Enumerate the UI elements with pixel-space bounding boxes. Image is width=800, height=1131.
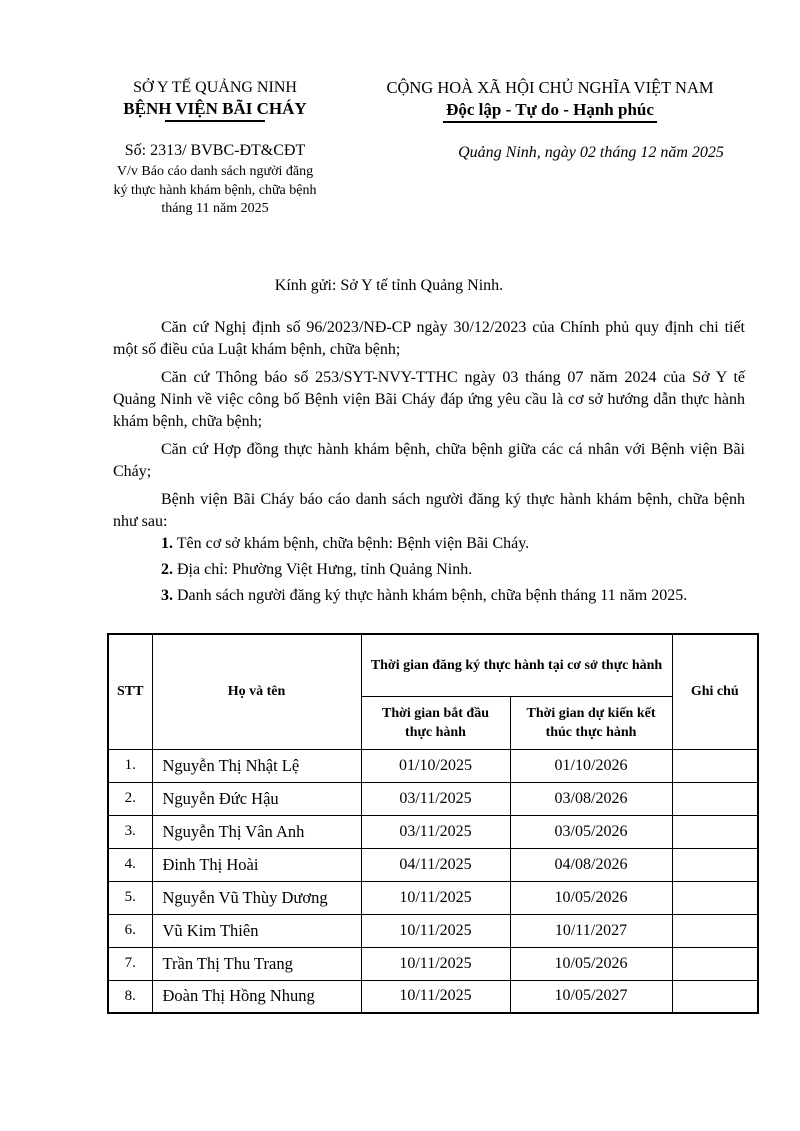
- name-cell: Nguyễn Đức Hậu: [152, 782, 361, 815]
- end-date-cell: 10/05/2026: [510, 947, 672, 980]
- name-cell: Nguyễn Thị Nhật Lệ: [152, 749, 361, 782]
- item-number: 2.: [161, 561, 173, 578]
- end-date-cell: 04/08/2026: [510, 848, 672, 881]
- name-cell: Đoàn Thị Hồng Nhung: [152, 980, 361, 1013]
- issuing-department: SỞ Y TẾ QUẢNG NINH: [133, 79, 297, 96]
- table-row: [108, 782, 758, 815]
- note-cell: [672, 914, 758, 947]
- end-date-cell: 10/11/2027: [510, 914, 672, 947]
- note-cell: [672, 881, 758, 914]
- note-cell: [672, 782, 758, 815]
- item-text: Danh sách người đăng ký thực hành khám bệnh, chữa bệnh tháng 11 năm 2025.: [173, 587, 688, 604]
- item-list-intro: [113, 585, 745, 607]
- end-date-cell: 03/08/2026: [510, 782, 672, 815]
- table-row: [108, 848, 758, 881]
- document-number: Số: 2313/ BVBC-ĐT&CĐT: [124, 142, 306, 159]
- note-cell: [672, 848, 758, 881]
- table-row: [108, 980, 758, 1013]
- item-number: 1.: [161, 535, 173, 552]
- name-cell: Vũ Kim Thiên: [152, 914, 361, 947]
- item-facility-name: [113, 533, 745, 555]
- stt-cell: 5.: [108, 881, 152, 914]
- table-header-row-1: [108, 634, 758, 696]
- national-motto: Độc lập - Tự do - Hạnh phúc: [443, 99, 657, 123]
- stt-cell: 1.: [108, 749, 152, 782]
- item-address: [113, 559, 745, 581]
- start-date-cell: 03/11/2025: [361, 782, 510, 815]
- end-date-cell: 01/10/2026: [510, 749, 672, 782]
- table-row: [108, 881, 758, 914]
- header-note: Ghi chú: [672, 634, 758, 749]
- header-right: [350, 78, 750, 163]
- document-subject: [85, 163, 345, 219]
- item-text: Địa chỉ: Phường Việt Hưng, tỉnh Quảng Ninh.: [173, 561, 473, 578]
- name-cell: Đinh Thị Hoài: [152, 848, 361, 881]
- name-cell: Trần Thị Thu Trang: [152, 947, 361, 980]
- note-cell: [672, 815, 758, 848]
- start-date-cell: 10/11/2025: [361, 881, 510, 914]
- start-date-cell: 10/11/2025: [361, 947, 510, 980]
- end-date-cell: 03/05/2026: [510, 815, 672, 848]
- paragraph-legal-basis-1: Căn cứ Nghị định số 96/2023/NĐ-CP ngày 30/12/2023 của Chính phủ quy định chi tiết một số điều của Luật khám bệnh, chữa bệnh;: [113, 319, 745, 358]
- document-body: [113, 276, 745, 611]
- header-name: Họ và tên: [152, 634, 361, 749]
- start-date-cell: 04/11/2025: [361, 848, 510, 881]
- paragraph-legal-basis-2: Căn cứ Thông báo số 253/SYT-NVY-TTHC ngày 03 tháng 07 năm 2024 của Sở Y tế Quảng Ninh về việc công bố Bệnh viện Bãi Cháy đáp ứng yêu cầu là cơ sở hướng dẫn thực hành khám bệnh, chữa bệnh;: [113, 369, 745, 430]
- table-row: [108, 914, 758, 947]
- place-date-line: Quảng Ninh, ngày 02 tháng 12 năm 2025: [458, 144, 724, 161]
- stt-cell: 8.: [108, 980, 152, 1013]
- note-cell: [672, 749, 758, 782]
- national-motto-row: [350, 98, 750, 123]
- paragraph-report-intro: Bệnh viện Bãi Cháy báo cáo danh sách người đăng ký thực hành khám bệnh, chữa bệnh như sau:: [113, 491, 745, 530]
- table-row: [108, 947, 758, 980]
- end-date-cell: 10/05/2027: [510, 980, 672, 1013]
- subject-line-1: V/v Báo cáo danh sách người đăng: [116, 164, 314, 179]
- hospital-name: BỆNH VIỆN BÃI CHÁY: [123, 99, 307, 118]
- name-cell: Nguyễn Vũ Thùy Dương: [152, 881, 361, 914]
- start-date-cell: 01/10/2025: [361, 749, 510, 782]
- national-title: CỘNG HOÀ XÃ HỘI CHỦ NGHĨA VIỆT NAM: [386, 78, 714, 97]
- header-stt: STT: [108, 634, 152, 749]
- note-cell: [672, 980, 758, 1013]
- table-row: [108, 815, 758, 848]
- subject-line-2: ký thực hành khám bệnh, chữa bệnh: [113, 182, 317, 198]
- stt-cell: 7.: [108, 947, 152, 980]
- stt-cell: 2.: [108, 782, 152, 815]
- stt-cell: 3.: [108, 815, 152, 848]
- stt-cell: 4.: [108, 848, 152, 881]
- paragraph-legal-basis-3: Căn cứ Hợp đồng thực hành khám bệnh, chữa bệnh giữa các cá nhân với Bệnh viện Bãi Cháy;: [113, 441, 745, 480]
- subject-line-3: tháng 11 năm 2025: [161, 201, 269, 216]
- header-end-time: Thời gian dự kiến kết thúc thực hành: [510, 696, 672, 749]
- start-date-cell: 10/11/2025: [361, 980, 510, 1013]
- item-number: 3.: [161, 587, 173, 604]
- table-row: [108, 749, 758, 782]
- stt-cell: 6.: [108, 914, 152, 947]
- note-cell: [672, 947, 758, 980]
- name-cell: Nguyễn Thị Vân Anh: [152, 815, 361, 848]
- practice-registration-table: [107, 633, 759, 1014]
- header-time-span: Thời gian đăng ký thực hành tại cơ sở thực hành: [361, 634, 672, 696]
- salutation: Kính gửi: Sở Y tế tỉnh Quảng Ninh.: [274, 277, 504, 294]
- start-date-cell: 03/11/2025: [361, 815, 510, 848]
- start-date-cell: 10/11/2025: [361, 914, 510, 947]
- item-text: Tên cơ sở khám bệnh, chữa bệnh: Bệnh viện Bãi Cháy.: [173, 535, 530, 552]
- header-left: [85, 78, 345, 219]
- hospital-name-underline: [165, 120, 265, 122]
- end-date-cell: 10/05/2026: [510, 881, 672, 914]
- header-start-time: Thời gian bắt đầu thực hành: [361, 696, 510, 749]
